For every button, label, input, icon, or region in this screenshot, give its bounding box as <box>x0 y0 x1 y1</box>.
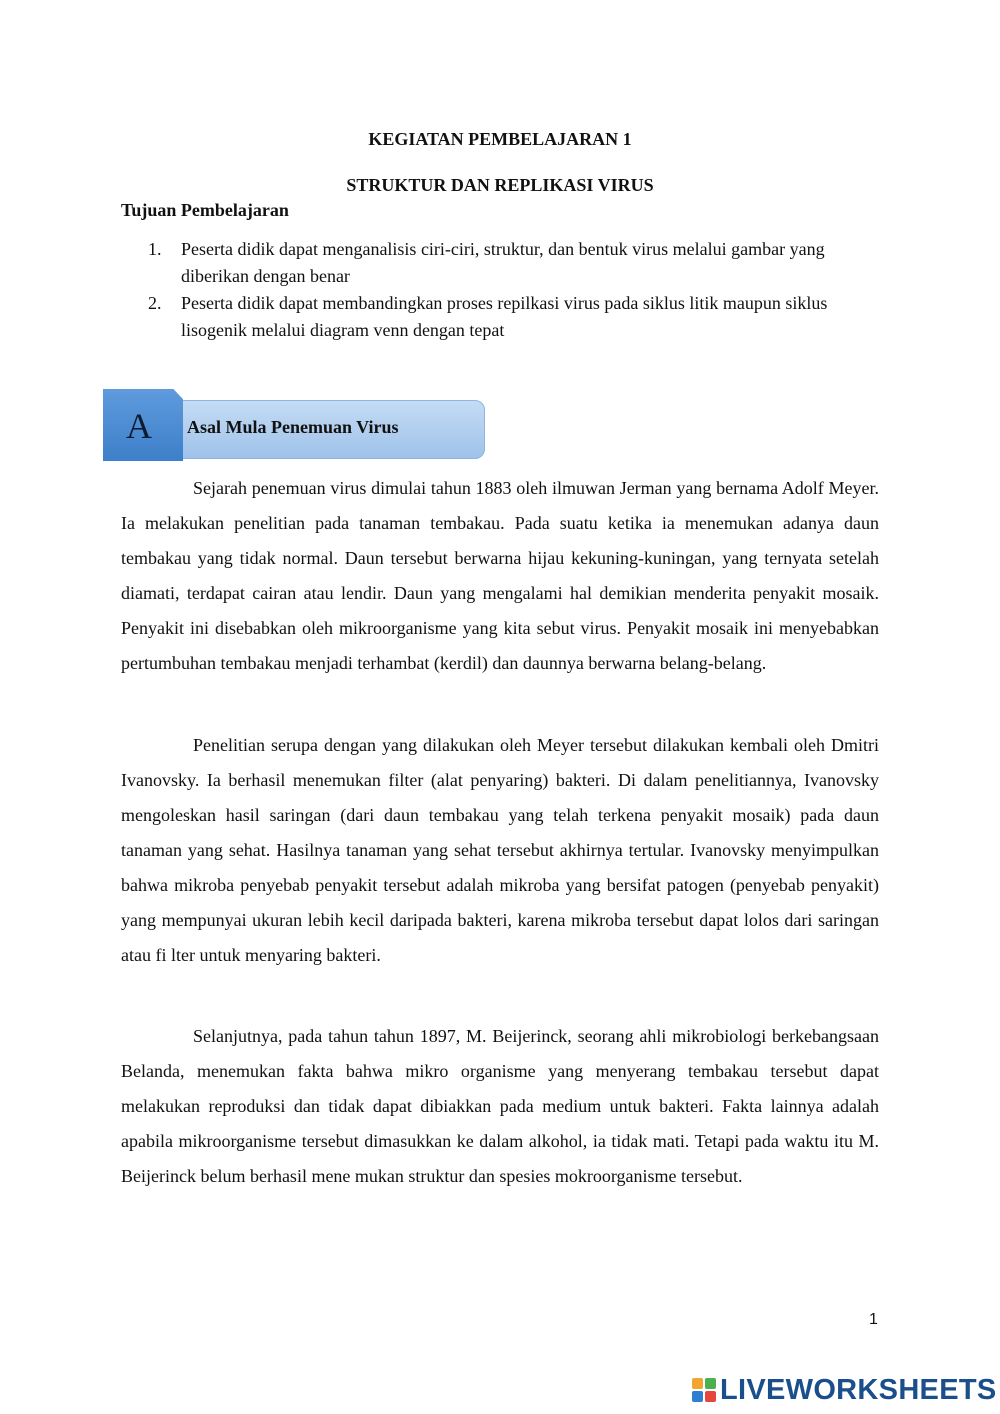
logo-square <box>692 1391 703 1402</box>
logo-square <box>705 1378 716 1389</box>
objective-item <box>148 236 868 290</box>
objective-number: 2. <box>148 293 162 313</box>
page-number: 1 <box>869 1311 878 1328</box>
section-letter: A <box>126 406 152 446</box>
objective-text: Peserta didik dapat membandingkan proses repilkasi virus pada siklus litik maupun siklus lisogenik melalui diagram venn dengan tepat <box>181 293 828 340</box>
logo-square <box>692 1378 703 1389</box>
liveworksheets-logo-text: LIVEWORKSHEETS <box>720 1373 997 1406</box>
objectives-list <box>148 236 868 344</box>
objectives-heading: Tujuan Pembelajaran <box>121 200 289 220</box>
paragraph-meyer: Sejarah penemuan virus dimulai tahun 1883 oleh ilmuwan Jerman yang bernama Adolf Meyer. Ia melakukan penelitian pada tanaman tembakau. Pada suatu ketika ia menemukan adanya daun tembakau yang tidak normal. Daun tersebut berwarna hijau kekuning-kuningan, yang ternyata setelah diamati, terdapat cairan atau lendir. Daun yang mengalami hal demikian menderita penyakit mosaik. Penyakit ini disebabkan oleh mikroorganisme yang kita sebut virus. Penyakit mosaik ini menyebabkan pertumbuhan tembakau menjadi terhambat (kerdil) dan daunnya berwarna belang-belang. <box>121 478 879 673</box>
liveworksheets-logo-icon <box>692 1378 716 1402</box>
paragraph-beijerinck: Selanjutnya, pada tahun tahun 1897, M. Beijerinck, seorang ahli mikrobiologi berkebangsaan Belanda, menemukan fakta bahwa mikro organisme yang menyerang tembakau tersebut dapat melakukan reproduksi dan tidak dapat dibiakkan pada medium untuk bakteri. Fakta lainnya adalah apabila mikroorganisme tersebut dimasukkan ke dalam alkohol, ia tidak mati. Tetapi pada waktu itu M. Beijerinck belum berhasil mene mukan struktur dan spesies mokroorganisme tersebut. <box>121 1026 879 1186</box>
objective-text: Peserta didik dapat menganalisis ciri-ciri, struktur, dan bentuk virus melalui gambar yang diberikan dengan benar <box>181 239 825 286</box>
objective-number: 1. <box>148 239 162 259</box>
paragraph-ivanovsky: Penelitian serupa dengan yang dilakukan oleh Meyer tersebut dilakukan kembali oleh Dmitri Ivanovsky. Ia berhasil menemukan filter (alat penyaring) bakteri. Di dalam penelitiannya, Ivanovsky mengoleskan hasil saringan (dari daun tembakau yang telah terkena penyakit mosaik) pada daun tanaman yang sehat. Hasilnya tanaman yang sehat tersebut akhirnya tertular. Ivanovsky menyimpulkan bahwa mikroba penyebab penyakit tersebut adalah mikroba yang bersifat patogen (penyebab penyakit) yang mempunyai ukuran lebih kecil daripada bakteri, karena mikroba tersebut dapat lolos dari saringan atau fi lter untuk menyaring bakteri. <box>121 735 879 965</box>
lesson-title: KEGIATAN PEMBELAJARAN 1 <box>368 129 632 149</box>
logo-square <box>705 1391 716 1402</box>
liveworksheets-logo[interactable] <box>692 1375 997 1405</box>
section-banner <box>103 389 484 462</box>
section-title: Asal Mula Penemuan Virus <box>187 417 399 437</box>
lesson-subtitle: STRUKTUR DAN REPLIKASI VIRUS <box>346 175 654 195</box>
objective-item <box>148 290 868 344</box>
